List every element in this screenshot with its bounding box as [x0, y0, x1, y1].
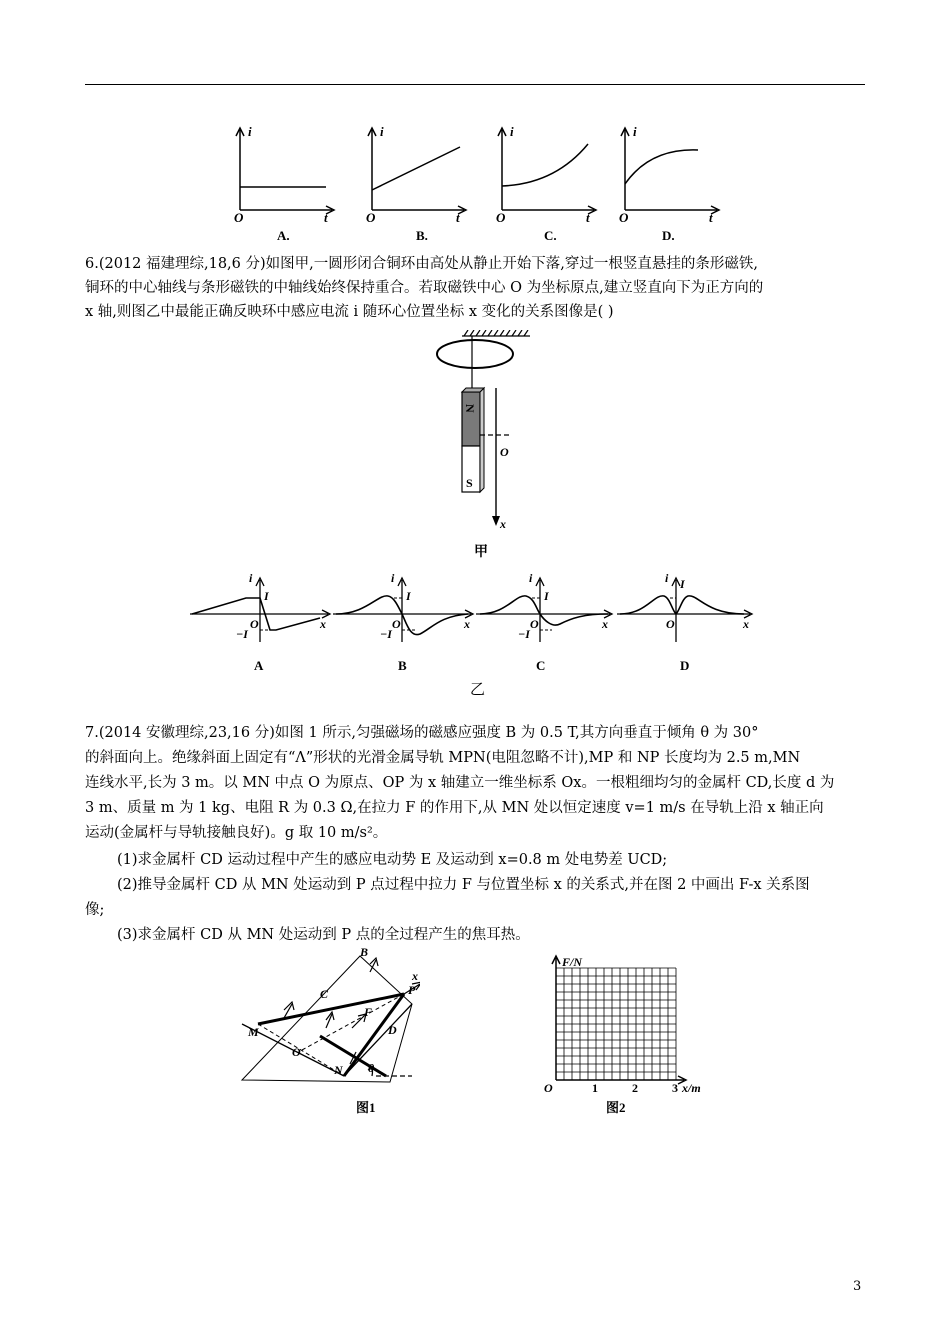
q6-line-1: 6.(2012 福建理综,18,6 分)如图甲,一圆形闭合铜环由高处从静止开始下落,穿过一根竖直悬挂的条形磁铁,	[85, 256, 758, 272]
fig1-caption: 图1	[356, 1100, 376, 1115]
copper-ring	[437, 340, 513, 368]
graph-d-label: D.	[662, 228, 675, 243]
yi-a-i: i	[249, 572, 253, 585]
yi-c-x: x	[602, 617, 608, 631]
graph-c-label: C.	[544, 228, 557, 243]
fig1-label-f: F	[364, 1005, 373, 1019]
yi-c-i: i	[529, 572, 533, 585]
figure-yi	[188, 572, 768, 698]
graph-c-curve	[502, 144, 588, 186]
yi-c-label: C	[536, 658, 546, 673]
fig2-tick-3: 3	[672, 1081, 678, 1095]
yi-c-origin: O	[530, 617, 539, 631]
yi-b-neg-I: −I	[380, 627, 392, 641]
fig1-label-o: O	[292, 1045, 301, 1059]
header-rule	[85, 84, 865, 85]
yi-c-neg-I: −I	[518, 627, 530, 641]
q7-sub-1: (1)求金属杆 CD 运动过程中产生的感应电动势 E 及运动到 x=0.8 m 处电势差 UCD;	[117, 852, 668, 868]
fig1-label-p: P	[408, 983, 416, 997]
figure-2	[540, 954, 720, 1118]
q6-line-3: x 轴,则图乙中最能正确反映环中感应电流 i 随环心位置坐标 x 变化的关系图像是( )	[85, 304, 614, 320]
q6-line-2: 铜环的中心轴线与条形磁铁的中轴线始终保持重合。若取磁铁中心 O 为坐标原点,建立竖直向下为正方向的	[85, 280, 764, 296]
fig2-x-label: x/m	[682, 1081, 701, 1095]
fig2-y-label: F/N	[562, 955, 583, 969]
graph-c-i-label: i	[510, 124, 514, 139]
yi-a-x: x	[320, 617, 326, 631]
q7-line-2: 的斜面向上。绝缘斜面上固定有“Λ”形状的光滑金属导轨 MPN(电阻忽略不计),MP 和 NP 长度均为 2.5 m,MN	[85, 750, 801, 766]
yi-b-x: x	[464, 617, 470, 631]
page-number: 3	[853, 1279, 862, 1294]
fig1-label-theta: θ	[368, 1061, 375, 1075]
figure-1	[236, 944, 420, 1118]
q5-graphs	[220, 118, 730, 244]
q7-line-3: 连线水平,长为 3 m。以 MN 中点 O 为原点、OP 为 x 轴建立一维坐标系 Ox。一根粗细均匀的金属杆 CD,长度 d 为	[85, 775, 835, 791]
fig1-label-d: D	[388, 1023, 397, 1037]
yi-a-pos-I: I	[264, 589, 269, 603]
fig2-caption: 图2	[606, 1100, 626, 1115]
rail-mp	[258, 994, 404, 1024]
graph-c-t-label: t	[586, 210, 590, 225]
graph-d-origin: O	[619, 210, 629, 225]
yi-d-i: i	[665, 572, 669, 585]
graph-d-t-label: t	[709, 210, 713, 225]
yi-caption: 乙	[470, 682, 486, 698]
graph-b-t-label: t	[456, 210, 460, 225]
yi-d-pos-I: I	[680, 577, 685, 591]
yi-a-neg-I: −I	[236, 627, 248, 641]
yi-b-label: B	[398, 658, 407, 673]
jia-x-label: x	[500, 517, 506, 531]
graph-a-label: A.	[277, 228, 290, 243]
yi-b-pos-I: I	[406, 589, 411, 603]
figure-jia	[420, 330, 540, 562]
q7-line-1: 7.(2014 安徽理综,23,16 分)如图 1 所示,匀强磁场的磁感应强度 B 为 0.5 T,其方向垂直于倾角 θ 为 30°	[85, 725, 759, 741]
graph-b-label: B.	[416, 228, 428, 243]
fig1-label-m: M	[248, 1025, 259, 1039]
jia-caption: 甲	[474, 545, 488, 560]
fig2-origin: O	[544, 1081, 553, 1095]
q7-sub-3: (3)求金属杆 CD 从 MN 处运动到 P 点的全过程产生的焦耳热。	[117, 927, 530, 943]
fig1-label-b: B	[360, 945, 369, 959]
graph-c-origin: O	[496, 210, 506, 225]
fig2-tick-1: 1	[592, 1081, 598, 1095]
yi-curve-d	[620, 596, 744, 614]
q7-line-4: 3 m、质量 m 为 1 kg、电阻 R 为 0.3 Ω,在拉力 F 的作用下,从 MN 处以恒定速度 v=1 m/s 在导轨上沿 x 轴正向	[85, 800, 824, 816]
fig1-label-x: x	[412, 969, 418, 983]
yi-b-i: i	[391, 572, 395, 585]
graph-a-i-label: i	[248, 124, 252, 139]
graph-b-curve	[372, 147, 460, 190]
yi-a-origin: O	[250, 617, 259, 631]
yi-d-origin: O	[666, 617, 675, 631]
yi-c-pos-I: I	[544, 589, 549, 603]
q7-sub-2-cont: 像;	[85, 902, 105, 918]
graph-b-i-label: i	[380, 124, 384, 139]
yi-d-x: x	[743, 617, 749, 631]
magnet-north	[462, 392, 480, 446]
q7-line-5: 运动(金属杆与导轨接触良好)。g 取 10 m/s²。	[85, 825, 388, 841]
yi-a-label: A	[254, 658, 264, 673]
graph-d-i-label: i	[633, 124, 637, 139]
graph-a-t-label: t	[324, 210, 328, 225]
q7-sub-2: (2)推导金属杆 CD 从 MN 处运动到 P 点过程中拉力 F 与位置坐标 x 的关系式,并在图 2 中画出 F-x 关系图	[117, 877, 810, 893]
yi-d-label: D	[680, 658, 690, 673]
magnet-s-label: S	[466, 476, 473, 490]
fig2-tick-2: 2	[632, 1081, 638, 1095]
jia-origin: O	[500, 445, 509, 459]
fig1-label-c: C	[320, 987, 329, 1001]
fig1-label-n: N	[334, 1063, 343, 1077]
graph-a-origin: O	[234, 210, 244, 225]
yi-b-origin: O	[392, 617, 401, 631]
magnet-n-label: N	[463, 404, 477, 413]
graph-d-curve	[625, 150, 698, 184]
graph-b-origin: O	[366, 210, 376, 225]
